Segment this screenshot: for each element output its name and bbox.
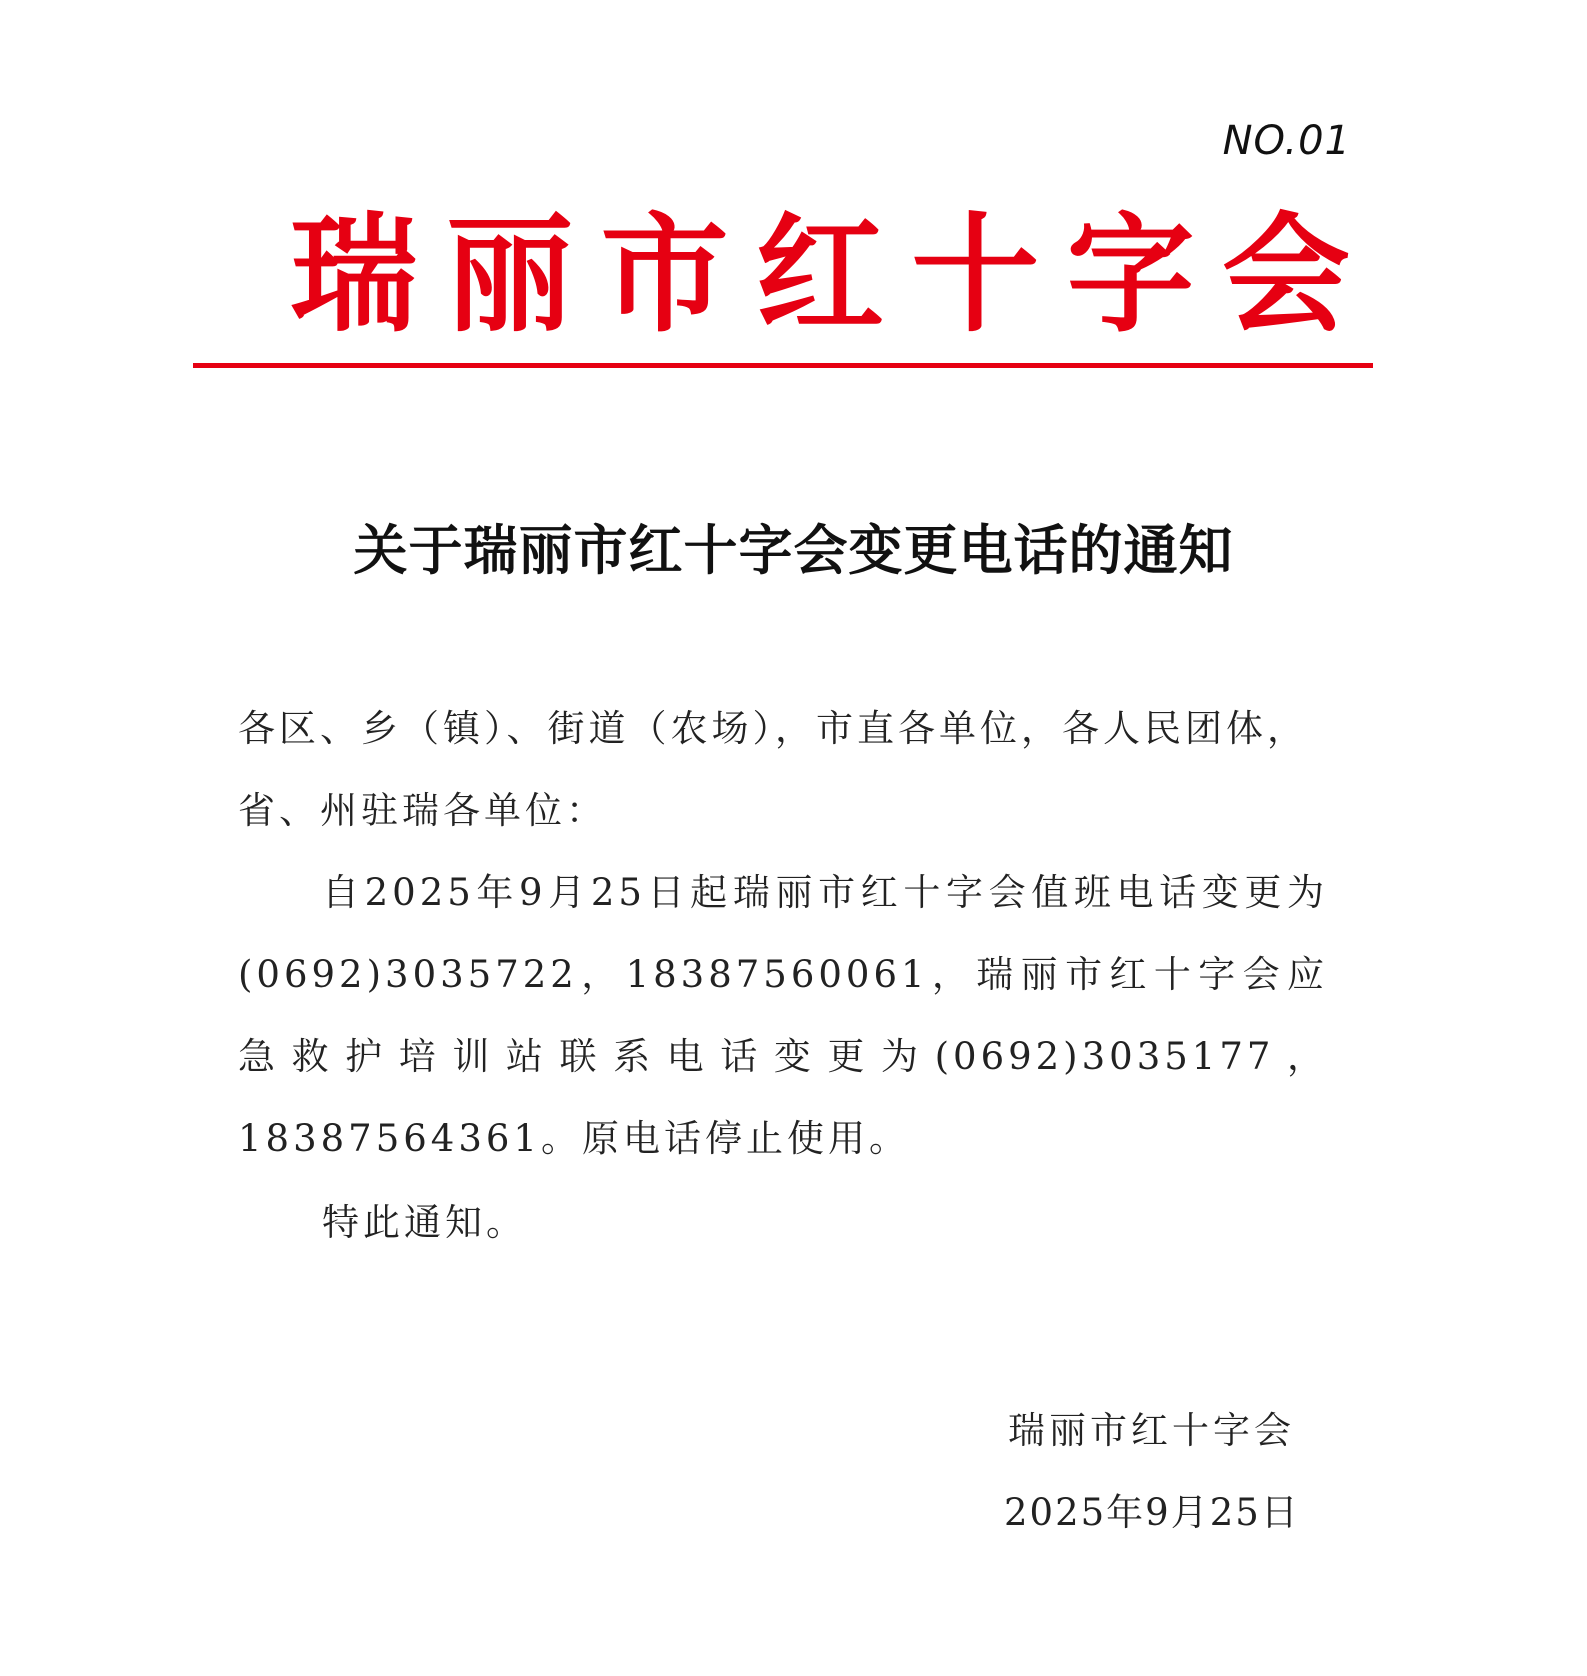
organization-letterhead [290,200,1350,350]
letterhead-char: 十 [911,200,1040,350]
closing-line: 特此通知。 [322,1201,527,1244]
signature-organization: 瑞丽市红十字会 [1008,1409,1295,1452]
letterhead-char: 红 [755,200,884,350]
salutation: 各区、乡（镇）、街道（农场），市直各单位，各人民团体，省、州驻瑞各单位： [238,707,1308,832]
letterhead-char: 会 [1221,200,1350,350]
notice-body: 自2025年9月25日起瑞丽市红十字会值班电话变更为(0692)3035722，18387560061，瑞丽市红十字会应急救护培训站联系电话变更为(0692)3035177，18387564361。原电话停止使用。 [238,871,1328,1160]
letterhead-char: 瑞 [290,200,419,350]
letterhead-divider [193,363,1373,368]
letterhead-char: 丽 [445,200,574,350]
signature-date: 2025年9月25日 [1004,1491,1300,1534]
notice-title: 关于瑞丽市红十字会变更电话的通知 [353,518,1234,582]
letterhead-char: 字 [1066,200,1195,350]
letterhead-char: 市 [600,200,729,350]
document-number: NO.01 [1222,118,1351,164]
